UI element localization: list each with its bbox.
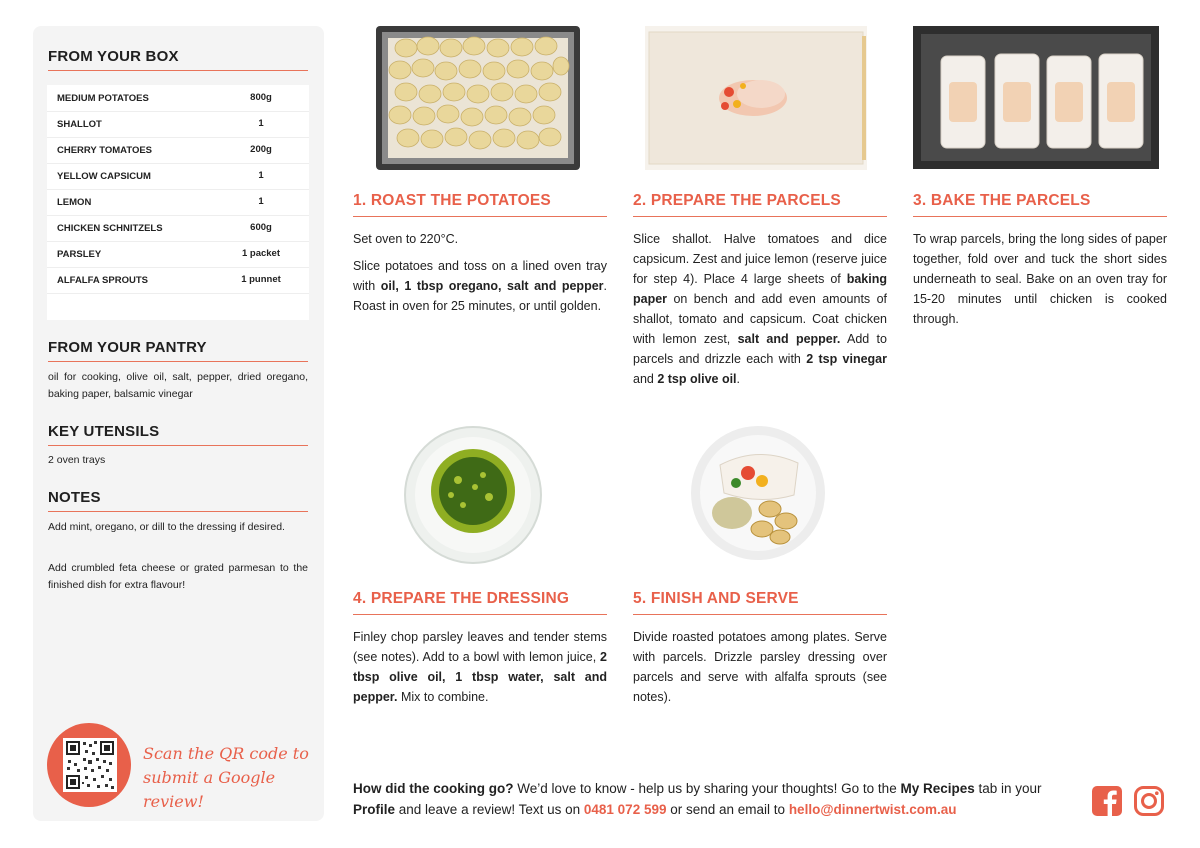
key-utensils-heading: KEY UTENSILS (48, 423, 308, 446)
ingredient-name: SHALLOT (57, 119, 102, 130)
table-row (47, 163, 309, 190)
my-recipes-link[interactable]: My Recipes (900, 781, 975, 796)
box-ingredients-table (47, 85, 309, 320)
text-run-bold: oil, 1 tbsp oregano, salt and pepper (380, 279, 604, 293)
ingredient-name: LEMON (57, 197, 92, 208)
qr-caption-line: Scan the QR code to (143, 744, 309, 763)
step-3-title: 3. BAKE THE PARCELS (913, 192, 1167, 217)
table-row (47, 111, 309, 138)
text-run-bold: 2 tsp vinegar (806, 352, 887, 366)
text-run-bold: 2 tbsp olive oil, 1 tbsp water, salt and pepper. (353, 650, 607, 704)
prepare-parcels-photo (645, 26, 867, 170)
from-your-box-heading: FROM YOUR BOX (48, 48, 308, 71)
step-5-text (633, 627, 887, 714)
step-1-para: Set oven to 220°C. (353, 232, 459, 246)
footer-question: How did the cooking go? (353, 781, 514, 796)
step-5-para: Divide roasted potatoes among plates. Serve with parcels. Drizzle parsley dressing over parcels and serve with alfalfa sprouts (see notes). (633, 630, 887, 704)
profile-link[interactable]: Profile (353, 802, 396, 817)
ingredient-qty: 600g (250, 222, 272, 233)
review-footer (353, 778, 1073, 820)
text-run: Slice potatoes and toss on a lined oven tray with (353, 259, 607, 293)
qr-caption-line: submit a Google review! (143, 768, 276, 811)
ingredient-qty: 800g (250, 92, 272, 103)
ingredient-qty: 1 packet (241, 248, 281, 259)
dressing-bowl-photo (403, 425, 543, 565)
table-row (47, 189, 309, 216)
ingredient-name: CHICKEN SCHNITZELS (57, 223, 163, 234)
facebook-icon[interactable] (1091, 785, 1123, 817)
text-run: on bench and add even amounts of shallot, tomato and capsicum. Coat chicken with lemon zest, (633, 292, 887, 346)
bake-parcels-photo (913, 26, 1159, 169)
qr-badge (47, 723, 131, 807)
text-run: tab in your (974, 781, 1042, 796)
table-row (47, 215, 309, 242)
text-run: We’d love to know - help us by sharing your thoughts! Go to the (513, 781, 901, 796)
text-run-bold: salt and pepper. (737, 332, 841, 346)
step-1-text (353, 229, 607, 323)
text-run: Add to parcels and drizzle each with (633, 332, 887, 366)
ingredient-name: ALFALFA SPROUTS (57, 275, 148, 286)
table-row (47, 85, 309, 112)
roast-potatoes-photo (376, 26, 580, 170)
phone-link[interactable]: 0481 072 599 (583, 802, 667, 817)
ingredient-qty: 1 punnet (241, 274, 281, 285)
ingredient-name: YELLOW CAPSICUM (57, 171, 151, 182)
text-run: Slice shallot. Halve tomatoes and dice capsicum. Zest and juice lemon (reserve juice for step 4). Place 4 large sheets of (633, 232, 887, 286)
text-run: . (736, 372, 741, 386)
table-row (47, 267, 309, 294)
step-3-para: To wrap parcels, bring the long sides of paper together, fold over and tuck the short sides underneath to seal. Bake on an oven tray for 15-20 minutes until chicken is cooked through. (913, 232, 1167, 326)
step-1-title: 1. ROAST THE POTATOES (353, 192, 607, 217)
text-run: Finley chop parsley leaves and tender stems (see notes). Add to a bowl with lemon juice, (353, 630, 607, 664)
step-2-title: 2. PREPARE THE PARCELS (633, 192, 887, 217)
text-run: and (633, 372, 658, 386)
step-4-text (353, 627, 607, 714)
step-2-text (633, 229, 887, 396)
text-run: or send an email to (666, 802, 789, 817)
ingredients-sidebar (33, 26, 324, 821)
instagram-icon[interactable] (1133, 785, 1165, 817)
qr-code-icon[interactable] (63, 738, 117, 792)
note-item: Add crumbled feta cheese or grated parmesan to the finished dish for extra flavour! (48, 562, 308, 591)
step-5-title: 5. FINISH AND SERVE (633, 590, 887, 615)
ingredient-name: CHERRY TOMATOES (57, 145, 153, 156)
ingredient-qty: 200g (250, 144, 272, 155)
ingredient-qty: 1 (258, 170, 264, 181)
qr-caption (143, 742, 313, 814)
text-run-bold: baking paper (633, 272, 887, 306)
text-run: . Roast in oven for 25 minutes, or until golden. (353, 279, 608, 313)
table-row (47, 137, 309, 164)
step-3-text (913, 229, 1167, 336)
from-your-pantry-heading: FROM YOUR PANTRY (48, 339, 308, 362)
step-4-para (353, 627, 607, 707)
step-2-para (633, 229, 887, 389)
finished-plate-photo (690, 425, 826, 561)
text-run-bold: 2 tsp olive oil (657, 372, 737, 386)
note-item: Add mint, oregano, or dill to the dressing if desired. (48, 521, 285, 533)
ingredient-name: MEDIUM POTATOES (57, 93, 149, 104)
notes-heading: NOTES (48, 489, 308, 512)
ingredient-qty: 1 (258, 196, 264, 207)
ingredient-qty: 1 (258, 118, 264, 129)
table-row (47, 241, 309, 268)
text-run: Mix to combine. (397, 690, 489, 704)
step-4-title: 4. PREPARE THE DRESSING (353, 590, 607, 615)
ingredient-name: PARSLEY (57, 249, 102, 260)
utensils-list: 2 oven trays (48, 454, 106, 466)
text-run: and leave a review! Text us on (395, 802, 584, 817)
email-link[interactable]: hello@dinnertwist.com.au (788, 802, 957, 817)
step-1-para (353, 256, 607, 316)
pantry-list: oil for cooking, olive oil, salt, pepper, dried oregano, baking paper, balsamic vinegar (48, 371, 308, 400)
